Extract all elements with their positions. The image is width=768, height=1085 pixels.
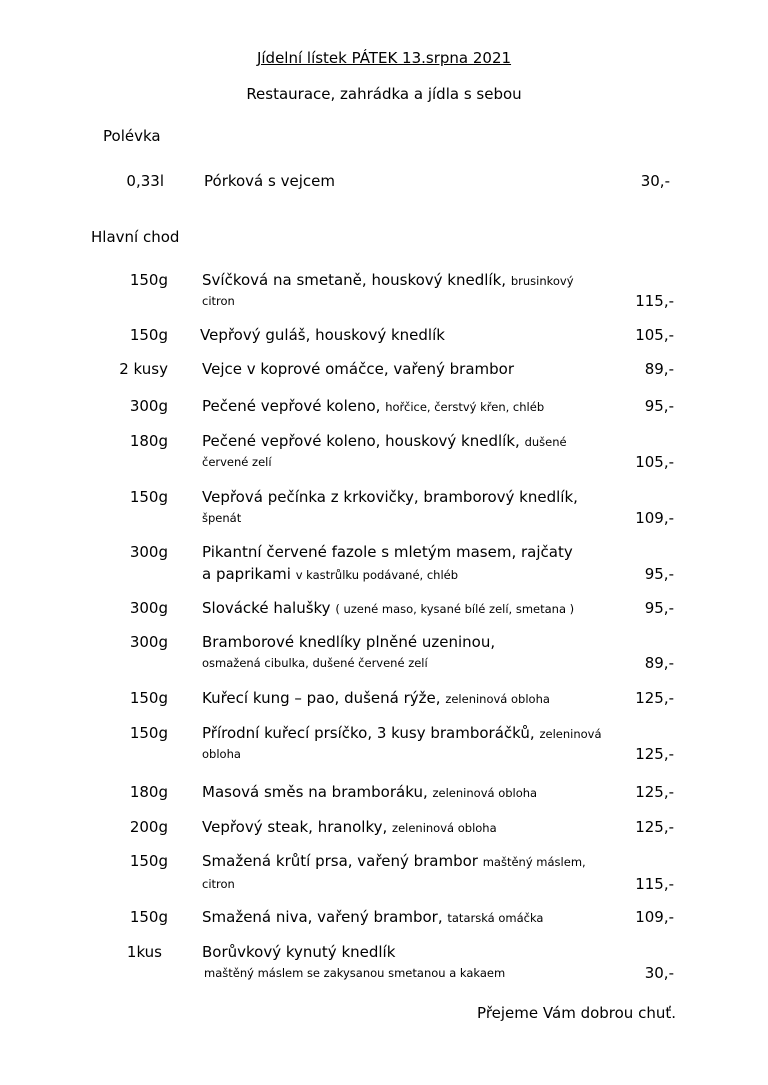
item-name: Slovácké halušky ( uzené maso, kysané bílé zelí, smetana ) [202,599,575,617]
item-price: 95,- [644,397,674,415]
item-name: Masová směs na bramboráku, zeleninová obloha [202,783,538,801]
item-price: 115,- [635,292,674,310]
item-note: v kastrůlku podávané, chléb [295,568,459,582]
item-name: Pečené vepřové koleno, hořčice, čerstvý křen, chléb [202,397,545,415]
item-quantity: 150g [129,488,168,506]
item-price: 30,- [644,964,674,982]
item-price: 95,- [644,565,674,583]
item-price: 109,- [635,908,674,926]
item-name: Vejce v koprové omáčce, vařený brambor [202,360,515,378]
item-quantity: 150g [129,326,168,344]
item-quantity: 180g [129,432,168,450]
item-name: Smažená niva, vařený brambor, tatarská omáčka [202,908,544,926]
item-price: 125,- [635,689,674,707]
item-note: maštěný máslem, [482,855,586,869]
item-note-line2: citron [202,877,235,891]
item-name: Pikantní červené fazole s mletým masem, rajčaty [202,543,573,561]
item-price: 109,- [635,509,674,527]
item-price: 89,- [644,360,674,378]
menu-subtitle: Restaurace, zahrádka a jídla s sebou [246,85,522,103]
item-price: 125,- [635,783,674,801]
item-note: tatarská omáčka [447,911,544,925]
item-quantity: 1kus [126,943,162,961]
item-price: 95,- [644,599,674,617]
item-name: Smažená krůtí prsa, vařený brambor maštěný máslem, [202,852,586,870]
item-quantity: 0,33l [126,172,164,190]
item-price: 105,- [635,326,674,344]
item-price: 89,- [644,654,674,672]
item-quantity: 300g [129,599,168,617]
item-note-line2: citron [202,294,235,308]
closing-wish: Přejeme Vám dobrou chuť. [477,1004,676,1022]
item-quantity: 300g [129,397,168,415]
item-name: Pečené vepřové koleno, houskový knedlík, dušené [202,432,567,450]
item-note: zeleninová [539,727,602,741]
item-quantity: 2 kusy [119,360,168,378]
item-name: Přírodní kuřecí prsíčko, 3 kusy bramboráčků, zeleninová [202,724,602,742]
item-quantity: 180g [129,783,168,801]
item-note-line2: červené zelí [202,455,272,469]
item-quantity: 150g [129,852,168,870]
section-heading-soup: Polévka [103,127,161,145]
item-quantity: 150g [129,724,168,742]
item-name-line2: a paprikami v kastrůlku podávané, chléb [202,565,459,583]
item-note-line2: obloha [202,747,241,761]
menu-title: Jídelní lístek PÁTEK 13.srpna 2021 [256,49,512,67]
item-quantity: 300g [129,633,168,651]
item-quantity: 200g [129,818,168,836]
item-price: 125,- [635,745,674,763]
item-note-line2: osmažená cibulka, dušené červené zelí [202,656,428,670]
item-note: brusinkový [510,274,574,288]
item-name: Bramborové knedlíky plněné uzeninou, [202,633,496,651]
item-quantity: 150g [129,271,168,289]
item-note-line2: maštěný máslem se zakysanou smetanou a kakaem [204,966,506,980]
item-note: zeleninová obloha [445,692,550,706]
item-price: 30,- [640,172,670,190]
item-quantity: 150g [129,689,168,707]
item-name: Kuřecí kung – pao, dušená rýže, zeleninová obloha [202,689,550,707]
item-quantity: 300g [129,543,168,561]
item-note: hořčice, čerstvý křen, chléb [385,400,545,414]
item-note: zeleninová obloha [432,786,538,800]
item-note: zeleninová obloha [392,821,497,835]
item-price: 125,- [635,818,674,836]
item-name: Pórková s vejcem [204,172,335,190]
section-heading-main: Hlavní chod [91,228,180,246]
item-name: Vepřová pečínka z krkovičky, bramborový knedlík, [202,488,578,506]
item-price: 115,- [635,875,674,893]
item-note-line2: špenát [202,511,242,525]
item-name: Vepřový guláš, houskový knedlík [200,326,445,344]
item-name: Svíčková na smetaně, houskový knedlík, brusinkový [202,271,574,289]
item-name: Borůvkový kynutý knedlík [202,943,396,961]
item-price: 105,- [635,453,674,471]
item-note: dušené [524,435,567,449]
item-note: ( uzené maso, kysané bílé zelí, smetana ) [335,602,575,616]
item-name: Vepřový steak, hranolky, zeleninová obloha [202,818,497,836]
item-quantity: 150g [129,908,168,926]
